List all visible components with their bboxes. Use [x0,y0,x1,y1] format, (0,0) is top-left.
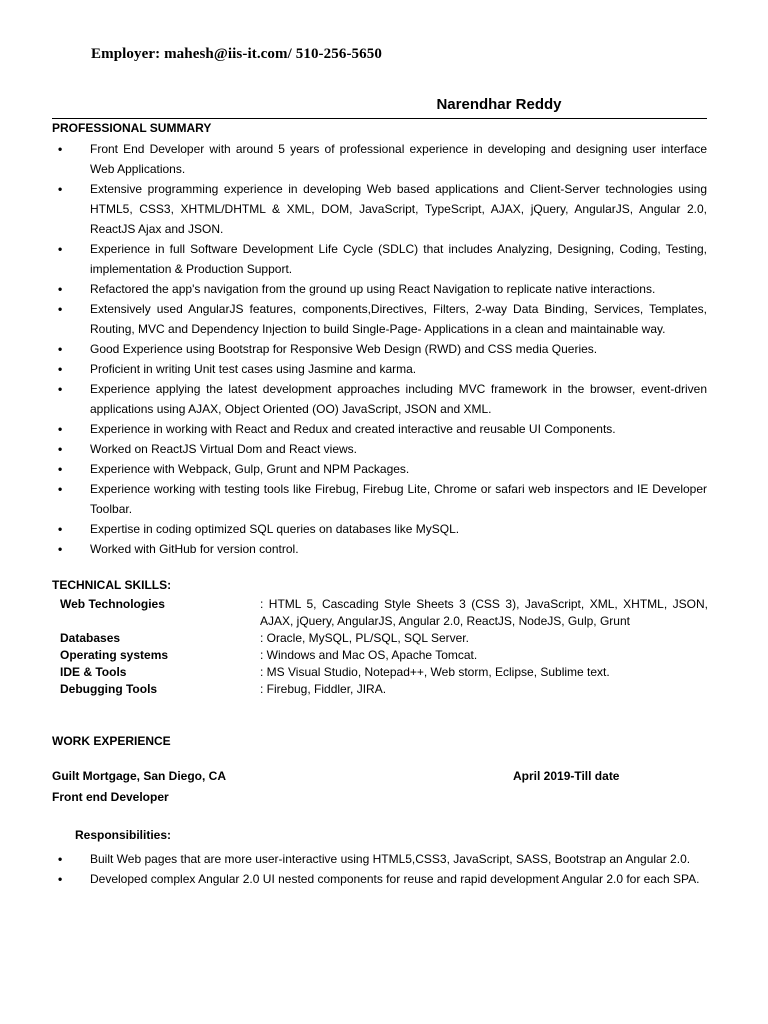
summary-text: Experience in working with React and Redux and created interactive and reusable UI Components. [90,422,616,436]
skill-label: IDE & Tools [60,665,127,679]
bullet-icon: • [58,382,63,396]
responsibilities-list [52,849,707,889]
summary-item [52,539,707,559]
name-divider [52,118,707,119]
summary-text: Extensive programming experience in developing Web based applications and Client-Server technologies using HTML5, CSS3, XHTML/DHTML & XML, DOM, JavaScript, TypeScript, AJAX, jQuery, AngularJS, Angular 2.0, ReactJS Ajax and JSON. [90,182,707,236]
summary-item [52,359,707,379]
summary-item [52,299,707,339]
bullet-icon: • [58,242,63,256]
bullet-icon: • [58,282,63,296]
employer-contact: Employer: mahesh@iis-it.com/ 510-256-5650 [91,46,382,62]
summary-text: Experience with Webpack, Gulp, Grunt and NPM Packages. [90,462,410,476]
skill-row [60,630,708,647]
summary-item [52,519,707,539]
bullet-icon: • [58,142,63,156]
job-company: Guilt Mortgage, San Diego, CA [52,769,227,783]
summary-item [52,239,707,279]
summary-item [52,279,707,299]
summary-text: Extensively used AngularJS features, components,Directives, Filters, 2-way Data Binding, Services, Templates, Routing, MVC and Dependency Injection to build Single-Page- Applications in a clean and maintainable way. [90,302,707,336]
candidate-name-row [0,96,768,113]
bullet-icon: • [58,362,63,376]
summary-text: Front End Developer with around 5 years of professional experience in developing and designing user interface Web Applications. [90,142,707,176]
summary-item [52,479,707,519]
skill-label: Operating systems [60,648,169,662]
bullet-icon: • [58,422,63,436]
summary-text: Refactored the app's navigation from the ground up using React Navigation to replicate native interactions. [90,282,656,296]
summary-text: Worked on ReactJS Virtual Dom and React views. [90,442,358,456]
skill-value: : Firebug, Fiddler, JIRA. [260,682,387,696]
summary-item [52,379,707,419]
bullet-icon: • [58,542,63,556]
summary-item [52,339,707,359]
summary-text: Experience in full Software Development Life Cycle (SDLC) that includes Analyzing, Designing, Coding, Testing, implementation & Production Support. [90,242,707,276]
responsibility-text: Built Web pages that are more user-interactive using HTML5,CSS3, JavaScript, SASS, Bootstrap an Angular 2.0. [90,852,691,866]
bullet-icon: • [58,872,63,886]
bullet-icon: • [58,342,63,356]
bullet-icon: • [58,482,63,496]
skill-value: : MS Visual Studio, Notepad++, Web storm, Eclipse, Sublime text. [260,665,610,679]
skill-row [60,681,708,698]
candidate-name: Narendhar Reddy [436,96,562,113]
bullet-icon: • [58,442,63,456]
summary-item [52,139,707,179]
summary-text: Good Experience using Bootstrap for Responsive Web Design (RWD) and CSS media Queries. [90,342,598,356]
skill-label: Databases [60,631,121,645]
work-heading: WORK EXPERIENCE [52,734,171,748]
summary-text: Experience working with testing tools like Firebug, Firebug Lite, Chrome or safari web inspectors and IE Developer Toolbar. [90,482,707,516]
responsibility-item [52,869,707,889]
summary-item [52,179,707,239]
bullet-icon: • [58,852,63,866]
responsibility-text: Developed complex Angular 2.0 UI nested components for reuse and rapid development Angular 2.0 for each SPA. [90,872,700,886]
skill-value: : Windows and Mac OS, Apache Tomcat. [260,648,478,662]
summary-item [52,459,707,479]
bullet-icon: • [58,182,63,196]
bullet-icon: • [58,302,63,316]
skill-row [60,647,708,664]
summary-text: Proficient in writing Unit test cases using Jasmine and karma. [90,362,417,376]
skill-row [60,664,708,681]
responsibility-item [52,849,707,869]
bullet-icon: • [58,522,63,536]
summary-list [52,139,707,559]
job-role: Front end Developer [52,790,169,804]
skill-row [60,596,708,630]
summary-text: Expertise in coding optimized SQL queries on databases like MySQL. [90,522,460,536]
skill-label: Debugging Tools [60,682,158,696]
skill-value: : HTML 5, Cascading Style Sheets 3 (CSS 3), JavaScript, XML, XHTML, JSON, AJAX, jQuery, AngularJS, Angular 2.0, ReactJS, NodeJS, Gulp, Grunt [260,597,708,628]
responsibilities-heading: Responsibilities: [75,828,172,842]
job-dates: April 2019-Till date [513,769,620,783]
bullet-icon: • [58,462,63,476]
skill-value: : Oracle, MySQL, PL/SQL, SQL Server. [260,631,469,645]
summary-heading: PROFESSIONAL SUMMARY [52,121,212,135]
summary-text: Experience applying the latest development approaches including MVC framework in the browser, event-driven applications using AJAX, Object Oriented (OO) JavaScript, JSON and XML. [90,382,707,416]
summary-item [52,419,707,439]
skills-heading: TECHNICAL SKILLS: [52,578,172,592]
skill-label: Web Technologies [60,597,165,611]
skills-table [60,596,708,698]
summary-item [52,439,707,459]
summary-text: Worked with GitHub for version control. [90,542,299,556]
